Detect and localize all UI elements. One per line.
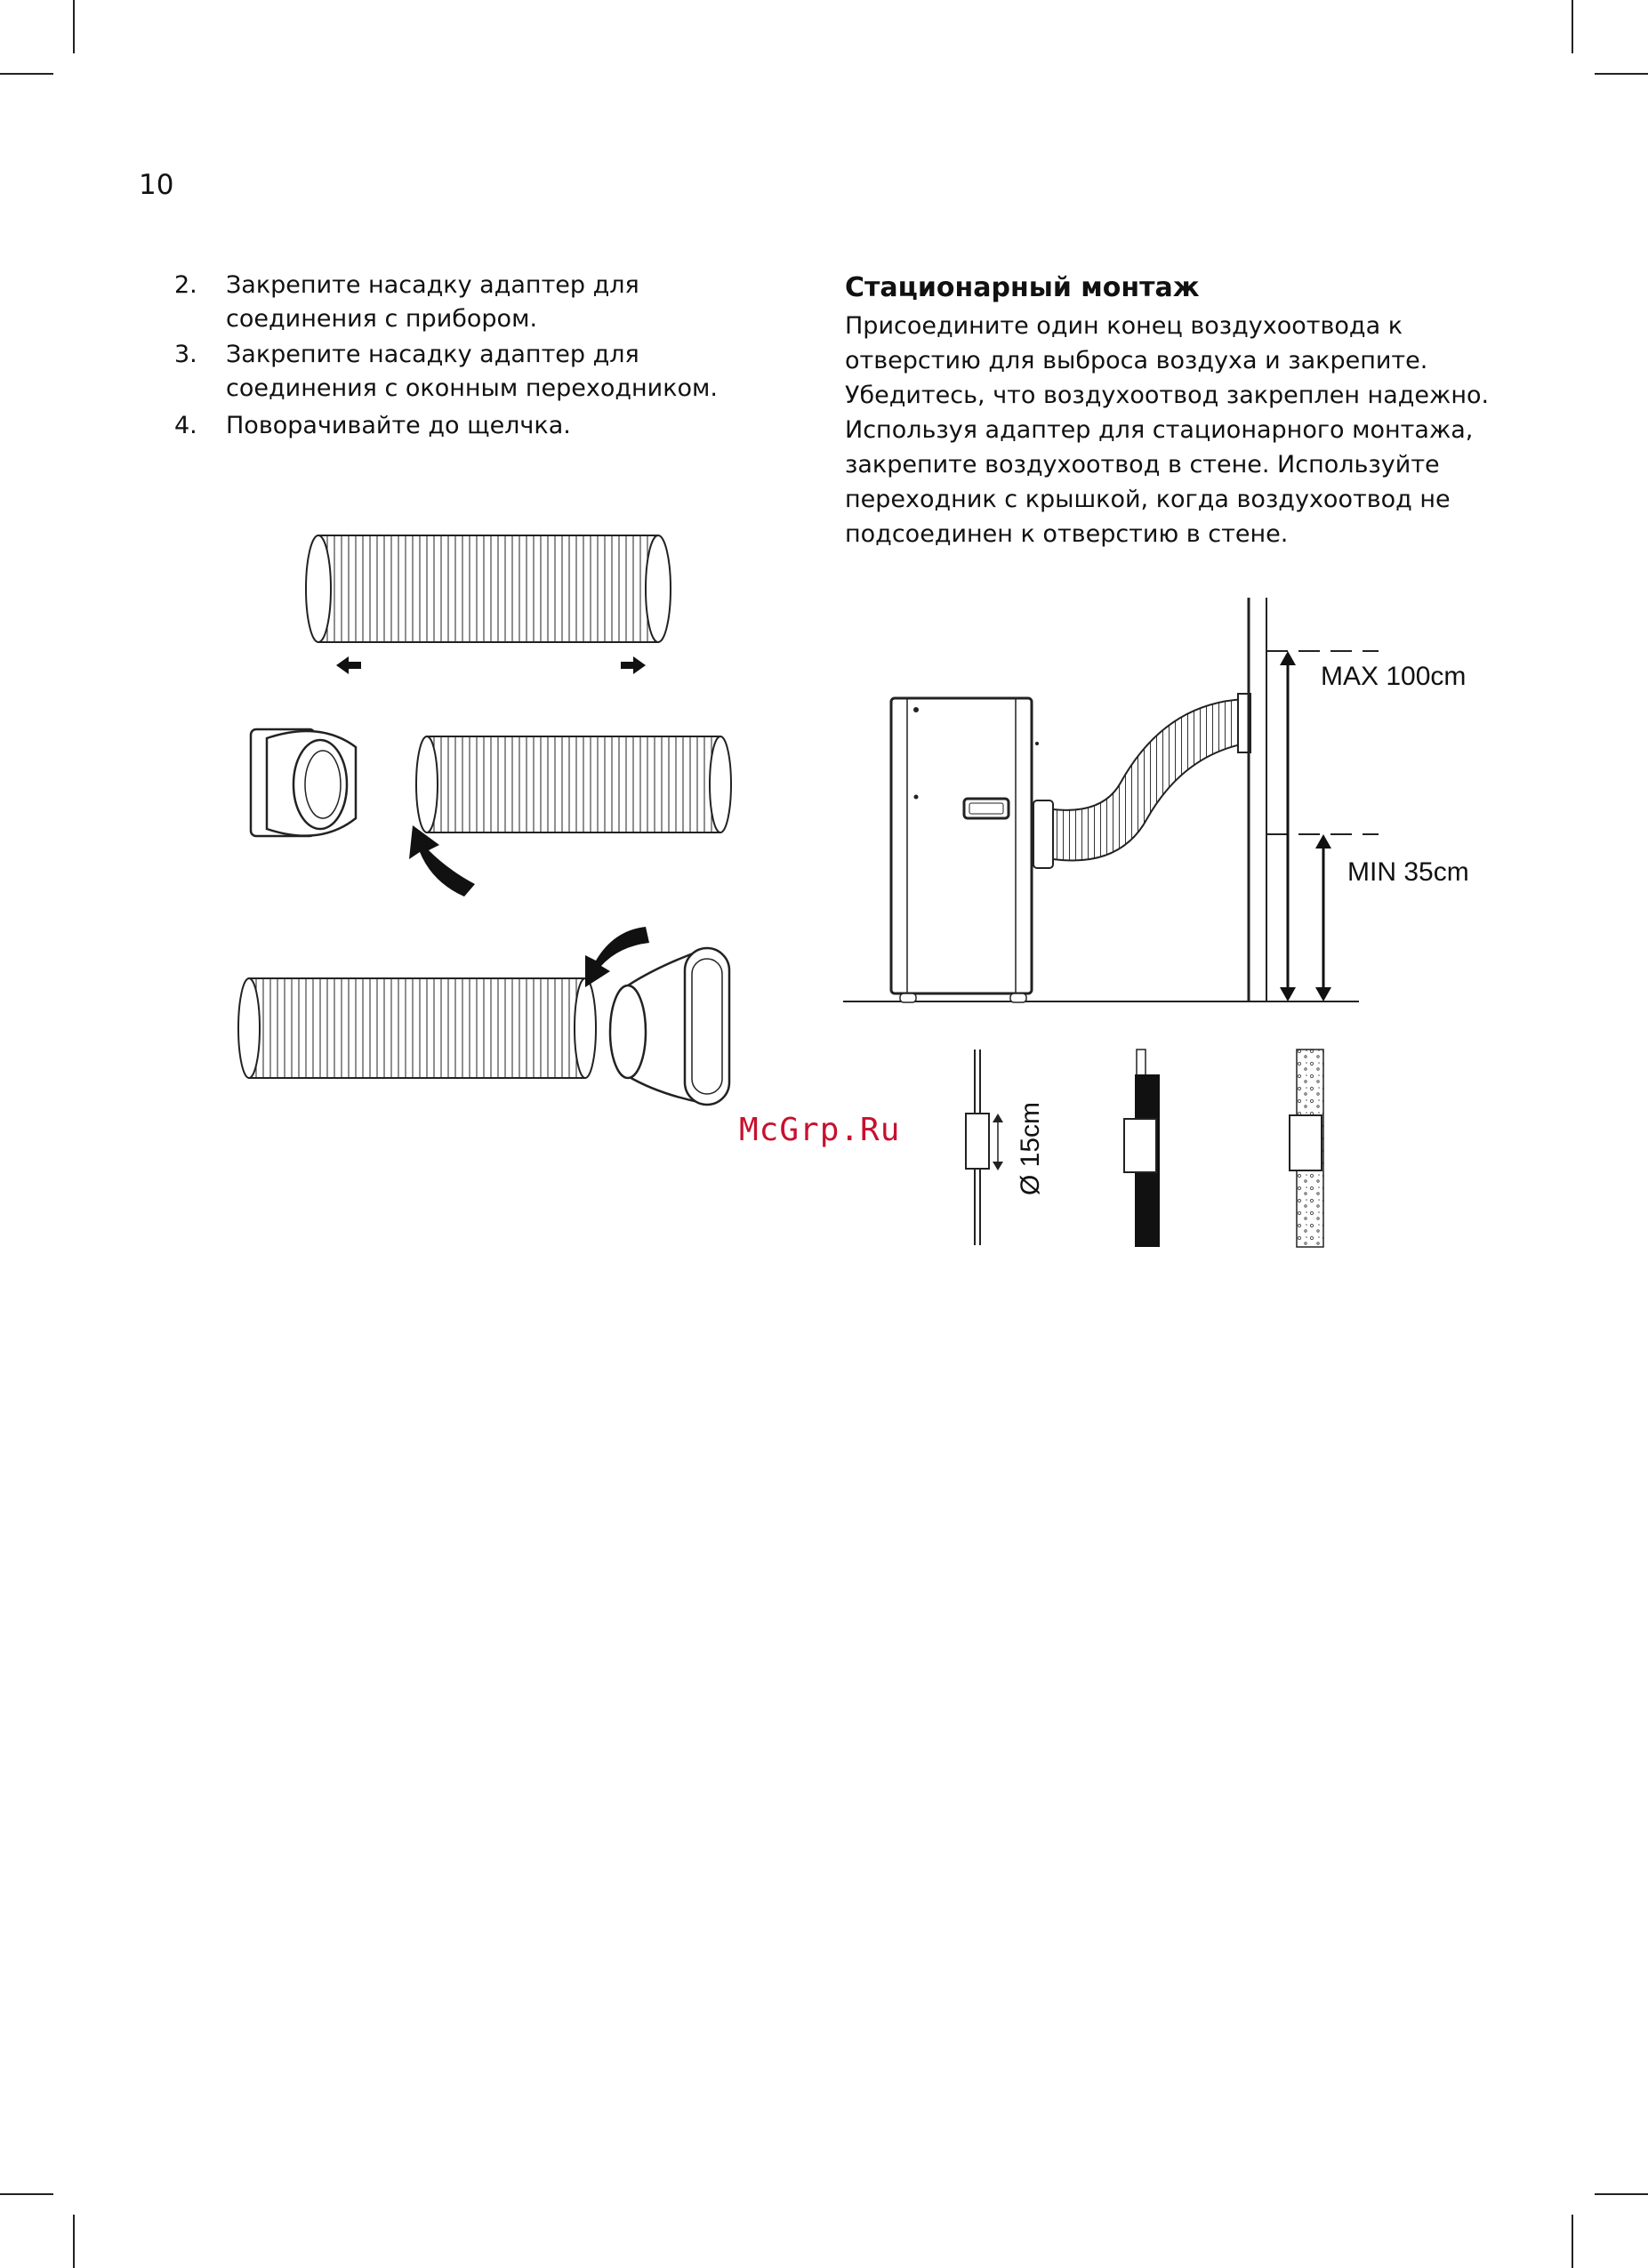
crop-mark — [0, 73, 53, 75]
unit-adaptor — [251, 729, 356, 836]
watermark: McGrp.Ru — [739, 1112, 901, 1148]
page-number: 10 — [139, 169, 174, 201]
step-item — [174, 338, 797, 406]
diameter-label: Ø 15cm — [1016, 1101, 1045, 1195]
crop-mark — [1572, 0, 1573, 53]
step-text: Поворачивайте до щелчка. — [226, 412, 571, 439]
stationary-mounting-section — [845, 271, 1521, 551]
crop-mark — [1572, 2215, 1573, 2268]
section-paragraph: Присоедините один конец воздухоотвода к отверстию для выброса воздуха и закрепите. Убедитесь, что воздухоотвод закреплен надежно. Используя адаптер для стационарного монтажа, закрепите воздухоотвод в стене. Используйте переходник с крышкой, когда воздухоотвод не подсоединен к отверстию в стене. — [845, 312, 1490, 548]
crop-mark — [73, 0, 75, 53]
arrow-right-icon — [621, 656, 646, 674]
max-dimension-arrow — [1280, 651, 1296, 1001]
step-item — [174, 409, 797, 443]
stationary-mounting-diagram — [836, 587, 1512, 1263]
flexible-hose — [1053, 699, 1245, 861]
hose-bottom — [238, 978, 596, 1078]
air-conditioner-unit — [891, 698, 1053, 1002]
step-number: 3. — [174, 341, 197, 368]
min-height-label: MIN 35cm — [1347, 857, 1469, 887]
crop-mark — [1595, 73, 1648, 75]
steps-list — [174, 269, 797, 445]
step-text: Закрепите насадку адаптер для соединения с оконным переходником. — [226, 341, 718, 402]
step-number: 4. — [174, 412, 197, 439]
max-height-label: MAX 100cm — [1321, 662, 1467, 691]
window-adaptor — [610, 948, 729, 1105]
crop-mark — [0, 2193, 53, 2195]
crop-mark — [73, 2215, 75, 2268]
wall-section-solid — [1124, 1050, 1160, 1247]
step-number: 2. — [174, 271, 197, 299]
step-item — [174, 269, 797, 336]
crop-mark — [1595, 2193, 1648, 2195]
arrow-left-icon — [336, 656, 361, 674]
min-dimension-arrow — [1315, 834, 1331, 1001]
hose-assembly-illustration — [231, 516, 783, 1138]
hose-top — [306, 535, 671, 642]
wall-section-thin — [966, 1050, 1045, 1245]
step-text: Закрепите насадку адаптер для соединения с прибором. — [226, 271, 639, 333]
wall-section-stone — [1290, 1050, 1323, 1247]
section-heading: Стационарный монтаж — [845, 272, 1200, 303]
rotate-arrow-icon — [409, 825, 475, 897]
hose-middle — [416, 736, 731, 832]
